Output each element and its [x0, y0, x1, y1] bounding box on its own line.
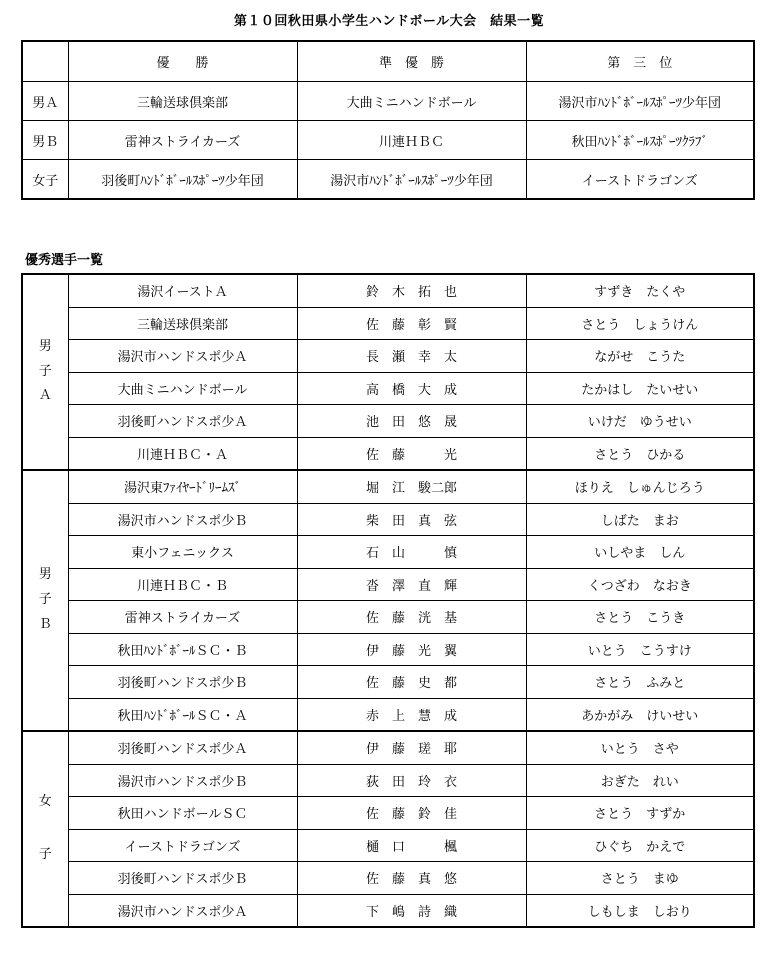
- player-name: 堀 江 駿二郎: [297, 470, 526, 503]
- player-row: [22, 470, 754, 503]
- results-first: 三輪送球倶楽部: [68, 82, 297, 121]
- player-row: [22, 862, 754, 895]
- player-name: 下 嶋 詩 織: [297, 894, 526, 927]
- player-row: [22, 666, 754, 699]
- player-name: 池 田 悠 晟: [297, 405, 526, 438]
- results-category: 男Ａ: [22, 82, 68, 121]
- results-row: [22, 160, 754, 200]
- player-kana: いけだ ゆうせい: [526, 405, 754, 438]
- results-first: 羽後町ﾊﾝﾄﾞﾎﾞｰﾙｽﾎﾟｰﾂ少年団: [68, 160, 297, 200]
- player-kana: いとう さや: [526, 731, 754, 764]
- player-row: [22, 437, 754, 470]
- player-team: 雷神ストライカーズ: [68, 601, 297, 634]
- player-row: [22, 698, 754, 731]
- player-team: 三輪送球倶楽部: [68, 307, 297, 340]
- player-team: 湯沢イーストＡ: [68, 274, 297, 307]
- player-kana: すずき たくや: [526, 274, 754, 307]
- group-label-char: 子: [38, 592, 52, 608]
- player-team: 秋田ハンドボールＳＣ: [68, 797, 297, 830]
- results-second: 川連ＨＢＣ: [297, 121, 526, 160]
- group-label-char: 男: [38, 567, 52, 583]
- player-row: [22, 633, 754, 666]
- player-name: 沓 澤 直 輝: [297, 568, 526, 601]
- player-team: 湯沢市ハンドスポ少Ｂ: [68, 764, 297, 797]
- player-team: 湯沢市ハンドスポ少Ａ: [68, 340, 297, 373]
- player-name: 佐 藤 洸 基: [297, 601, 526, 634]
- player-row: [22, 829, 754, 862]
- player-kana: しばた まお: [526, 503, 754, 536]
- results-second: 湯沢市ﾊﾝﾄﾞﾎﾞｰﾙｽﾎﾟｰﾂ少年団: [297, 160, 526, 200]
- player-name: 高 橋 大 成: [297, 372, 526, 405]
- player-team: 川連ＨＢＣ・Ａ: [68, 437, 297, 470]
- player-team: 大曲ミニハンドボール: [68, 372, 297, 405]
- results-category: 女子: [22, 160, 68, 200]
- player-kana: さとう しょうけん: [526, 307, 754, 340]
- player-row: [22, 503, 754, 536]
- player-kana: いしやま しん: [526, 536, 754, 569]
- player-kana: ひぐち かえで: [526, 829, 754, 862]
- player-kana: さとう こうき: [526, 601, 754, 634]
- player-row: [22, 372, 754, 405]
- results-third: 秋田ﾊﾝﾄﾞﾎﾞｰﾙｽﾎﾟｰﾂｸﾗﾌﾞ: [526, 121, 754, 160]
- player-team: 川連ＨＢＣ・Ｂ: [68, 568, 297, 601]
- player-kana: さとう ふみと: [526, 666, 754, 699]
- player-row: [22, 894, 754, 927]
- player-name: 荻 田 玲 衣: [297, 764, 526, 797]
- player-row: [22, 601, 754, 634]
- player-kana: さとう まゆ: [526, 862, 754, 895]
- group-label: [22, 274, 68, 470]
- player-kana: ほりえ しゅんじろう: [526, 470, 754, 503]
- results-third: イーストドラゴンズ: [526, 160, 754, 200]
- player-kana: さとう ひかる: [526, 437, 754, 470]
- player-kana: さとう すずか: [526, 797, 754, 830]
- results-header-row: [22, 41, 754, 82]
- player-name: 樋 口 楓: [297, 829, 526, 862]
- player-row: [22, 536, 754, 569]
- player-row: [22, 405, 754, 438]
- page-title: 第１０回秋田県小学生ハンドボール大会 結果一覧: [233, 14, 545, 29]
- group-label: [22, 470, 68, 731]
- group-label: [22, 731, 68, 927]
- group-label-char: Ａ: [38, 388, 52, 404]
- player-kana: くつざわ なおき: [526, 568, 754, 601]
- player-name: 赤 上 慧 成: [297, 698, 526, 731]
- players-table: [21, 273, 755, 928]
- player-name: 石 山 慎: [297, 536, 526, 569]
- players-section-title: 優秀選手一覧: [25, 253, 104, 268]
- results-table: [21, 40, 755, 200]
- player-row: [22, 797, 754, 830]
- results-second: 大曲ミニハンドボール: [297, 82, 526, 121]
- player-name: 鈴 木 拓 也: [297, 274, 526, 307]
- player-name: 伊 藤 瑳 耶: [297, 731, 526, 764]
- player-name: 佐 藤 真 悠: [297, 862, 526, 895]
- player-name: 佐 藤 光: [297, 437, 526, 470]
- player-name: 佐 藤 史 都: [297, 666, 526, 699]
- player-kana: しもしま しおり: [526, 894, 754, 927]
- results-third: 湯沢市ﾊﾝﾄﾞﾎﾞｰﾙｽﾎﾟｰﾂ少年団: [526, 82, 754, 121]
- player-team: 東小フェニックス: [68, 536, 297, 569]
- player-row: [22, 568, 754, 601]
- player-team: 湯沢東ﾌｧｲﾔｰﾄﾞﾘｰﾑｽﾞ: [68, 470, 297, 503]
- results-header-first: 優 勝: [68, 41, 297, 82]
- player-name: 伊 藤 光 翼: [297, 633, 526, 666]
- group-label-char: 男: [38, 338, 52, 354]
- player-kana: たかはし たいせい: [526, 372, 754, 405]
- player-name: 佐 藤 鈴 佳: [297, 797, 526, 830]
- player-kana: いとう こうすけ: [526, 633, 754, 666]
- player-team: 湯沢市ハンドスポ少Ａ: [68, 894, 297, 927]
- player-row: [22, 764, 754, 797]
- player-kana: ながせ こうた: [526, 340, 754, 373]
- player-name: 柴 田 真 弦: [297, 503, 526, 536]
- player-team: 秋田ﾊﾝﾄﾞﾎﾞｰﾙＳＣ・Ａ: [68, 698, 297, 731]
- player-row: [22, 274, 754, 307]
- results-category: 男Ｂ: [22, 121, 68, 160]
- player-kana: あかがみ けいせい: [526, 698, 754, 731]
- group-label-char: 子: [38, 363, 52, 379]
- results-first: 雷神ストライカーズ: [68, 121, 297, 160]
- player-team: 湯沢市ハンドスポ少Ｂ: [68, 503, 297, 536]
- group-label-char: Ｂ: [38, 616, 52, 632]
- player-kana: おぎた れい: [526, 764, 754, 797]
- player-row: [22, 307, 754, 340]
- results-header-second: 準 優 勝: [297, 41, 526, 82]
- player-team: 秋田ﾊﾝﾄﾞﾎﾞｰﾙＳＣ・Ｂ: [68, 633, 297, 666]
- group-label-char: 子: [38, 847, 52, 862]
- results-row: [22, 121, 754, 160]
- player-team: 羽後町ハンドスポ少Ｂ: [68, 666, 297, 699]
- group-label-char: 女: [38, 794, 52, 810]
- player-row: [22, 731, 754, 764]
- player-row: [22, 340, 754, 373]
- player-team: 羽後町ハンドスポ少Ｂ: [68, 862, 297, 895]
- player-team: イーストドラゴンズ: [68, 829, 297, 862]
- results-header-blank: [22, 41, 68, 82]
- results-header-third: 第 三 位: [526, 41, 754, 82]
- player-name: 佐 藤 彰 賢: [297, 307, 526, 340]
- results-row: [22, 82, 754, 121]
- player-name: 長 瀬 幸 太: [297, 340, 526, 373]
- player-team: 羽後町ハンドスポ少Ａ: [68, 405, 297, 438]
- player-team: 羽後町ハンドスポ少Ａ: [68, 731, 297, 764]
